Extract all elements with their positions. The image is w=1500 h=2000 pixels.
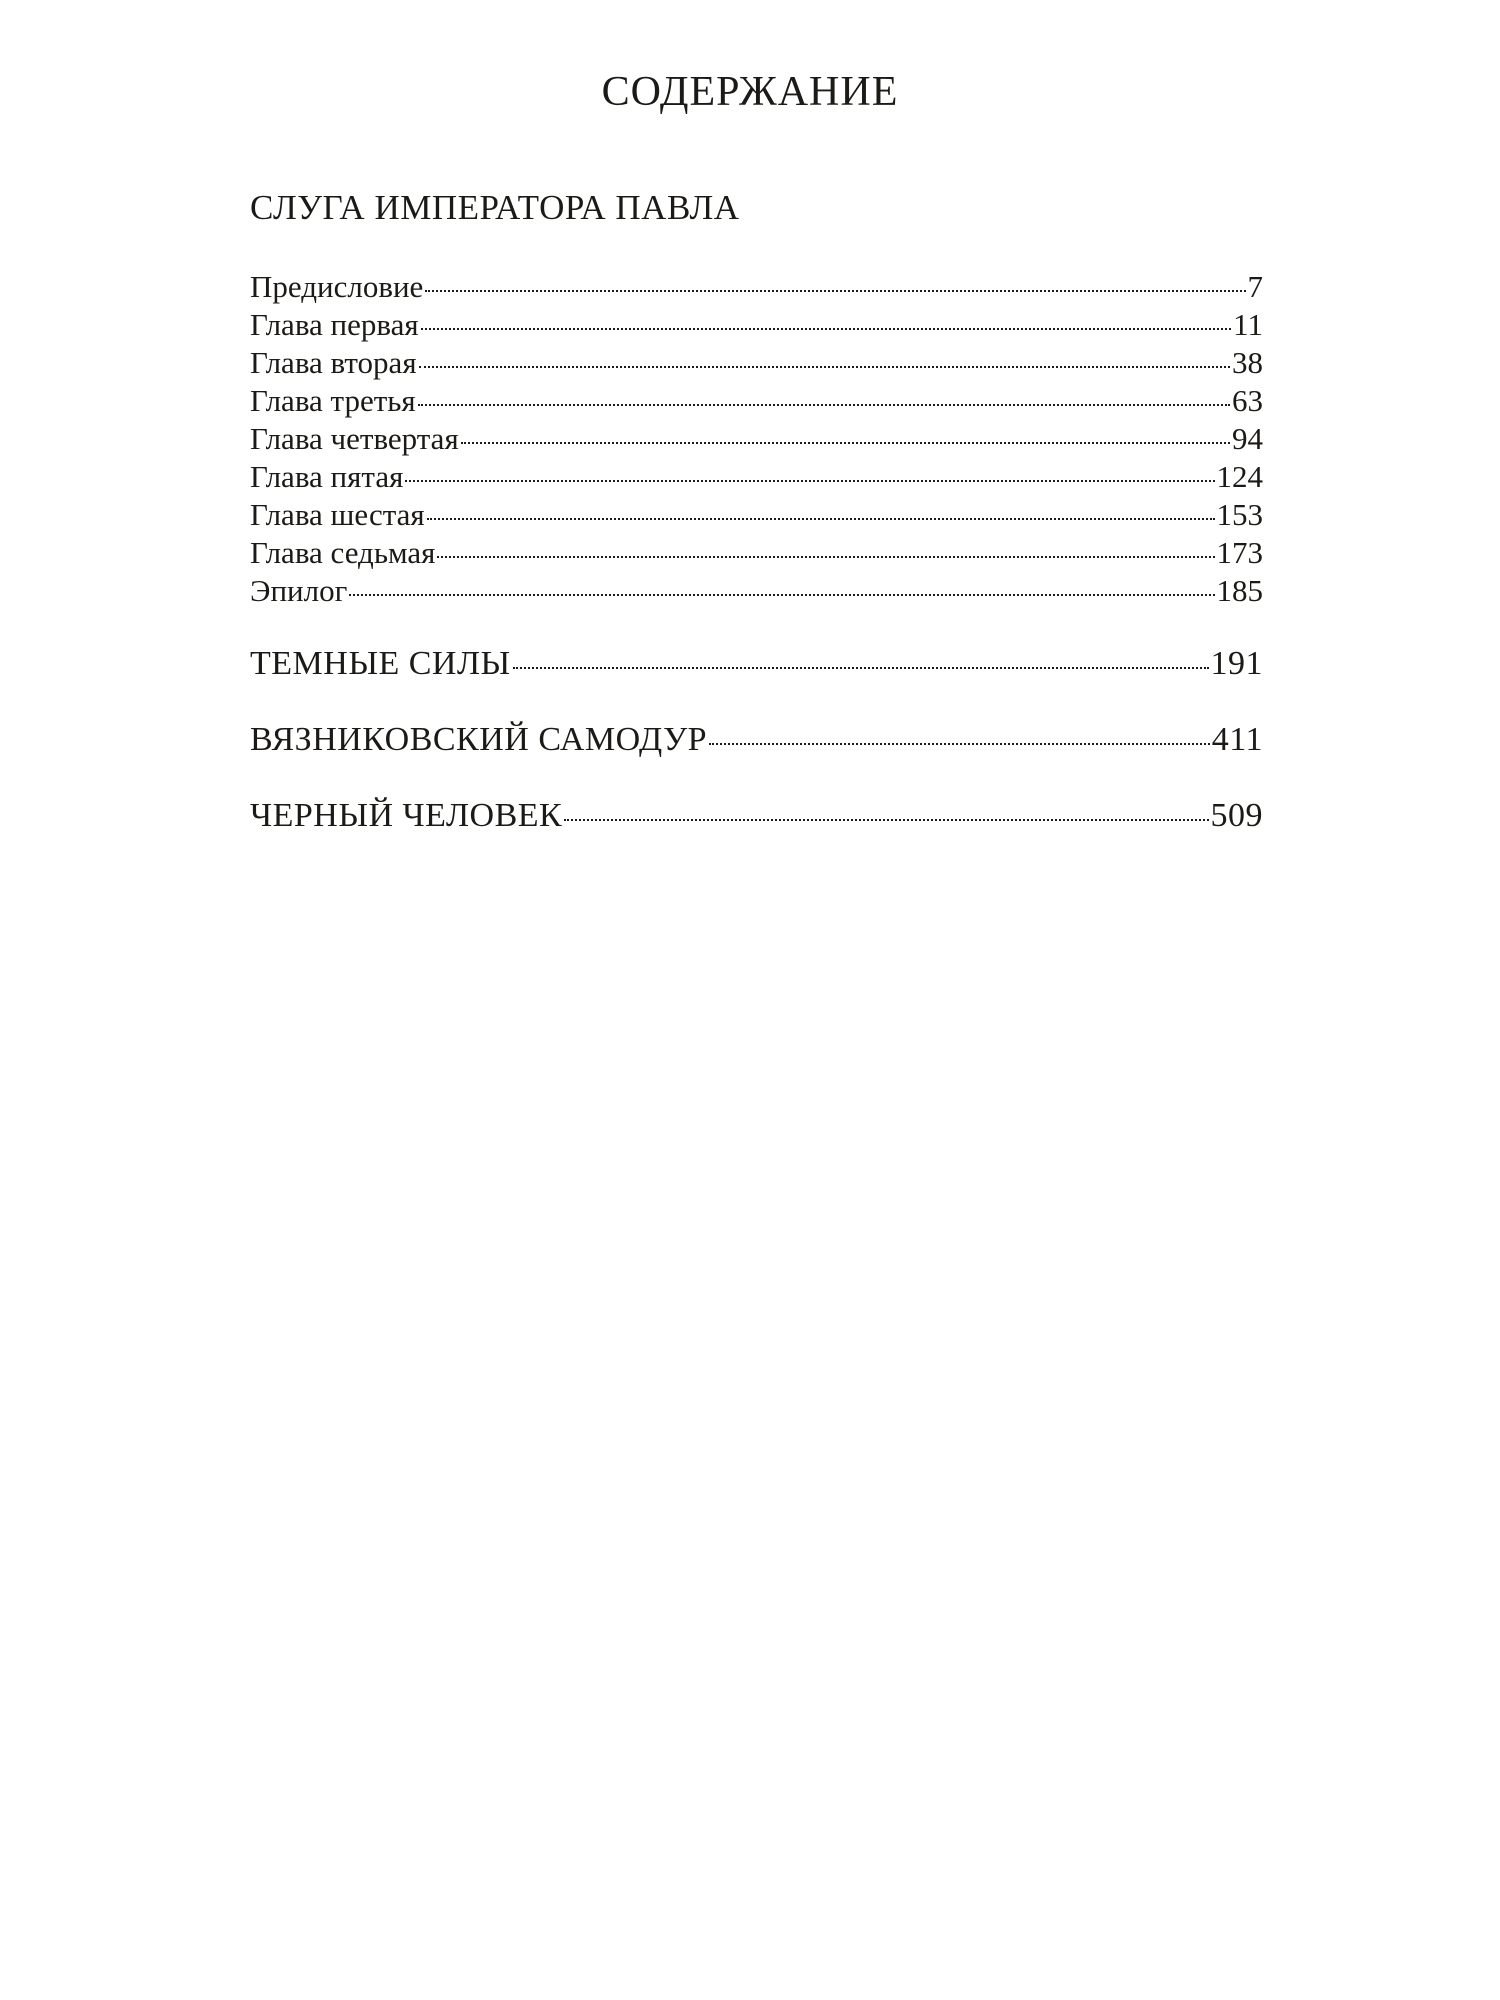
entry-page-number: 173 <box>1216 535 1263 570</box>
entry-page-number: 63 <box>1232 383 1263 418</box>
entry-page-number: 38 <box>1232 345 1263 380</box>
entry-page-number: 7 <box>1247 269 1263 304</box>
entry-page-number: 185 <box>1216 573 1263 608</box>
entry-label: Глава четвертая <box>250 421 459 456</box>
dot-leader <box>437 556 1214 558</box>
toc-entry-chapter-2[interactable] <box>250 345 1263 383</box>
toc-entry-work-1[interactable] <box>250 645 1263 687</box>
toc-entry-chapter-7[interactable] <box>250 535 1263 573</box>
entry-label: ЧЕРНЫЙ ЧЕЛОВЕК <box>250 797 563 834</box>
toc-entry-chapter-6[interactable] <box>250 497 1263 535</box>
entry-label: ТЕМНЫЕ СИЛЫ <box>250 645 511 682</box>
toc-entry-chapter-4[interactable] <box>250 421 1263 459</box>
dot-leader <box>427 518 1215 520</box>
toc-entry-chapter-5[interactable] <box>250 459 1263 497</box>
dot-leader <box>513 667 1209 669</box>
section-title: СЛУГА ИМПЕРАТОРА ПАВЛА <box>250 188 740 227</box>
dot-leader <box>425 290 1245 292</box>
toc-entry-epilogue[interactable] <box>250 573 1263 611</box>
entry-page-number: 153 <box>1216 497 1263 532</box>
entry-label: Предисловие <box>250 269 424 304</box>
entry-label: Глава пятая <box>250 459 404 494</box>
entry-page-number: 124 <box>1216 459 1263 494</box>
entry-page-number: 191 <box>1210 645 1263 682</box>
entry-page-number: 94 <box>1232 421 1263 456</box>
entry-label: Глава первая <box>250 307 419 342</box>
dot-leader <box>349 594 1214 596</box>
dot-leader <box>564 819 1208 821</box>
toc-entry-work-3[interactable] <box>250 797 1263 839</box>
entry-label: Эпилог <box>250 573 348 608</box>
entry-label: Глава седьмая <box>250 535 436 570</box>
dot-leader <box>405 480 1214 482</box>
page-title: СОДЕРЖАНИЕ <box>601 69 899 115</box>
dot-leader <box>419 366 1230 368</box>
entry-label: Глава шестая <box>250 497 425 532</box>
toc-entry-chapter-1[interactable] <box>250 307 1263 345</box>
dot-leader <box>418 404 1230 406</box>
dot-leader <box>709 743 1210 745</box>
dot-leader <box>461 442 1230 444</box>
toc-entry-work-2[interactable] <box>250 721 1263 763</box>
entry-label: Глава вторая <box>250 345 417 380</box>
entry-label: ВЯЗНИКОВСКИЙ САМОДУР <box>250 721 708 758</box>
entry-page-number: 411 <box>1211 721 1263 758</box>
toc-entry-chapter-3[interactable] <box>250 383 1263 421</box>
toc-entry-preface[interactable] <box>250 269 1263 307</box>
entry-page-number: 509 <box>1210 797 1263 834</box>
entry-label: Глава третья <box>250 383 416 418</box>
entry-page-number: 11 <box>1233 307 1263 342</box>
dot-leader <box>421 328 1231 330</box>
